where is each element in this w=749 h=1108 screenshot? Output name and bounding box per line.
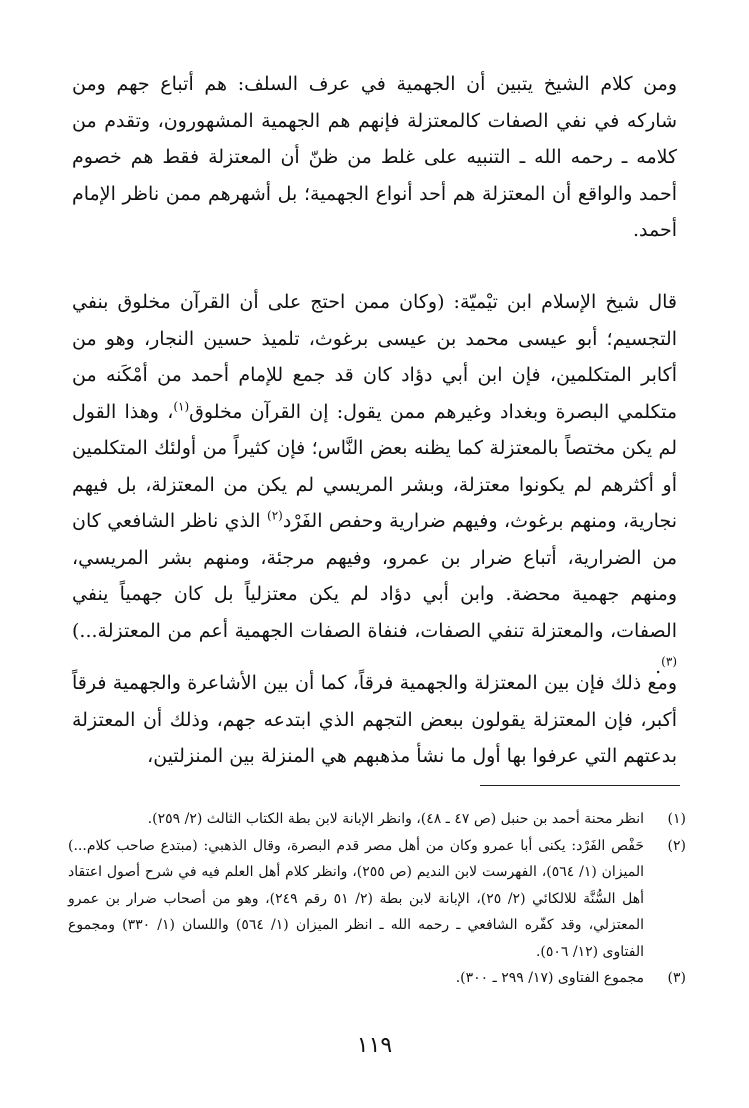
paragraph-3-text: ومع ذلك فإن بين المعتزلة والجهمية فرقاً، كما أن بين الأشاعرة والجهمية فرقاً أكبر، فإن المعتزلة يقولون ببعض التجهم الذي ابتدعه جهم، وذلك أن المعتزلة بدعتهم التي عرفوا بها أول ما نشأ مذهبهم هي المنزلة بين المنزلتين،	[72, 672, 677, 767]
footnote-1	[68, 806, 686, 833]
page-number: ١١٩	[356, 1033, 393, 1058]
footnote-1-number: (١)	[667, 811, 686, 827]
footnote-1-text: انظر محنة أحمد بن حنبل (ص ٤٧ ـ ٤٨)، وانظر الإبانة لابن بطة الكتاب الثالث (٢/ ٢٥٩).	[147, 811, 644, 827]
footnote-ref-3[interactable]: (٣)	[661, 654, 677, 669]
paragraph-2	[72, 284, 677, 686]
footnote-ref-2[interactable]: (٢)	[267, 508, 283, 523]
footnote-2-text: حَفْص الفَرْد: يكنى أبا عمرو وكان من أهل مصر قدم البصرة، وقال الذهبي: (مبتدع صاحب كلام...) الميزان (١/ ٥٦٤)، الفهرست لابن النديم (ص ٢٥٥)، وانظر كلام أهل العلم فيه في شرح أصول اعتقاد أهل السُّنَّة للالكائي (٢/ ٢٥)، الإبانة لابن بطة (٢/ ٥١ رقم ٢٤٩)، وهو من أصحاب ضرار بن عمرو المعتزلي، وقد كفّره الشافعي ـ رحمه الله ـ انظر الميزان (١/ ٥٦٤) واللسان (١/ ٣٣٠) ومجموع الفتاوى (١٢/ ٥٠٦).	[68, 837, 645, 960]
paragraph-2-text-b: ، وهذا القول لم يكن مختصاً بالمعتزلة كما يظنه بعض النَّاس؛ فإن كثيراً من أولئك المتكلمين أو أكثرهم لم يكونوا معتزلة، وبشر المريسي لم يكن من المعتزلة، بل فيهم نجارية، ومنهم برغوث، وفيهم ضرارية وحفص الفَرْد	[72, 400, 678, 532]
footnote-3-number: (٣)	[667, 970, 686, 986]
footnote-3-text: مجموع الفتاوى (١٧/ ٢٩٩ ـ ٣٠٠).	[455, 970, 644, 986]
paragraph-2-text-a: قال شيخ الإسلام ابن تيْميّة: (وكان ممن احتج على أن القرآن مخلوق بنفي التجسيم؛ أبو عيسى محمد بن عيسى برغوث، تلميذ حسين النجار، وهو من أكابر المتكلمين، فإن ابن أبي دؤاد كان قد جمع للإمام أحمد من أمْكَنه من متكلمي البصرة وبغداد وغيرهم ممن يقول: إن القرآن مخلوق	[72, 291, 678, 423]
footnotes	[68, 806, 686, 992]
footnote-2-number: (٢)	[667, 837, 686, 854]
footnote-3	[68, 965, 686, 992]
paragraph-2-end: .	[655, 656, 662, 678]
footnote-divider	[480, 785, 680, 786]
footnote-2	[68, 833, 686, 966]
paragraph-3	[72, 665, 677, 775]
paragraph-1-text: ومن كلام الشيخ يتبين أن الجهمية في عرف السلف: هم أتباع جهم ومن شاركه في نفي الصفات كالمعتزلة فإنهم هم الجهمية المشهورون، وتقدم من كلامه ـ رحمه الله ـ التنبيه على غلط من ظنّ أن المعتزلة فقط هم خصوم أحمد والواقع أن المعتزلة هم أحد أنواع الجهمية؛ بل أشهرهم ممن ناظر الإمام أحمد.	[72, 73, 677, 241]
paragraph-1	[72, 66, 677, 249]
paragraph-2-text-c: الذي ناظر الشافعي كان من الضرارية، أتباع ضرار بن عمرو، وفيهم مرجئة، ومنهم بشر المريسي، ومنهم جهمية محضة. وابن أبي دؤاد لم يكن معتزلياً بل كان جهمياً ينفي الصفات، والمعتزلة تنفي الصفات، فنفاة الصفات الجهمية أعم من المعتزلة...)	[72, 510, 677, 642]
footnote-ref-1[interactable]: (١)	[173, 399, 190, 414]
